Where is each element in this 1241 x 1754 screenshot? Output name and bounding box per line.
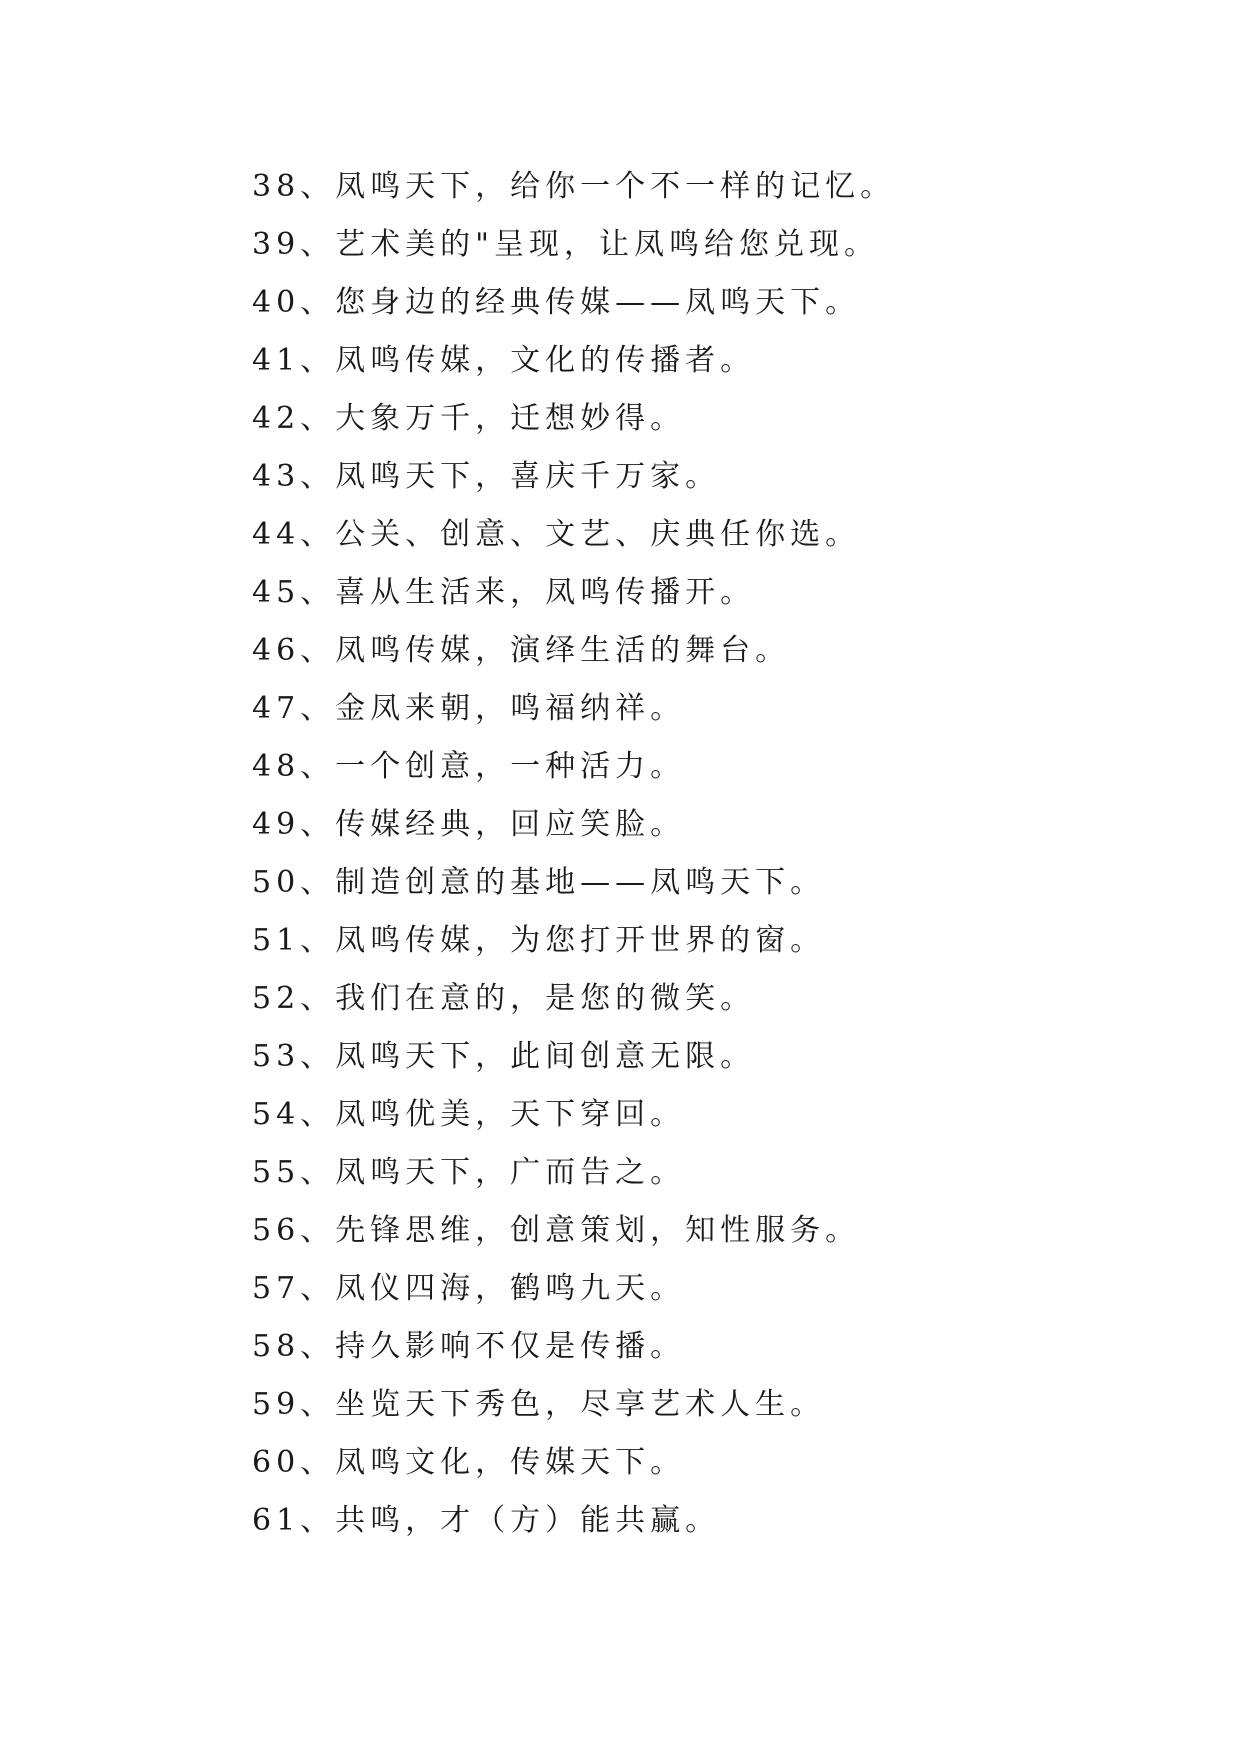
list-item: 52、我们在意的，是您的微笑。 bbox=[252, 981, 756, 1016]
list-item: 54、凤鸣优美，天下穿回。 bbox=[252, 1097, 686, 1132]
list-item: 39、艺术美的"呈现，让凤鸣给您兑现。 bbox=[252, 227, 879, 262]
list-item: 57、凤仪四海，鹤鸣九天。 bbox=[252, 1271, 686, 1306]
list-item: 44、公关、创意、文艺、庆典任你选。 bbox=[252, 517, 861, 552]
list-item: 43、凤鸣天下，喜庆千万家。 bbox=[252, 459, 721, 494]
list-item: 55、凤鸣天下，广而告之。 bbox=[252, 1155, 686, 1190]
list-item: 58、持久影响不仅是传播。 bbox=[252, 1329, 686, 1364]
list-item: 45、喜从生活来，凤鸣传播开。 bbox=[252, 575, 756, 610]
list-item: 42、大象万千，迁想妙得。 bbox=[252, 401, 686, 436]
list-item: 47、金凤来朝，鸣福纳祥。 bbox=[252, 691, 686, 726]
list-item: 50、制造创意的基地——凤鸣天下。 bbox=[252, 865, 826, 900]
list-item: 61、共鸣，才（方）能共赢。 bbox=[252, 1503, 721, 1538]
list-item: 53、凤鸣天下，此间创意无限。 bbox=[252, 1039, 756, 1074]
list-item: 38、凤鸣天下，给你一个不一样的记忆。 bbox=[252, 169, 896, 204]
slogan-list bbox=[252, 158, 895, 1550]
list-item: 60、凤鸣文化，传媒天下。 bbox=[252, 1445, 686, 1480]
list-item: 56、先锋思维，创意策划，知性服务。 bbox=[252, 1213, 861, 1248]
list-item: 51、凤鸣传媒，为您打开世界的窗。 bbox=[252, 923, 826, 958]
list-item: 49、传媒经典，回应笑脸。 bbox=[252, 807, 686, 842]
list-item: 41、凤鸣传媒，文化的传播者。 bbox=[252, 343, 756, 378]
list-item: 59、坐览天下秀色，尽享艺术人生。 bbox=[252, 1387, 826, 1422]
list-item: 40、您身边的经典传媒——凤鸣天下。 bbox=[252, 285, 861, 320]
list-item: 46、凤鸣传媒，演绎生活的舞台。 bbox=[252, 633, 791, 668]
list-item: 48、一个创意，一种活力。 bbox=[252, 749, 686, 784]
